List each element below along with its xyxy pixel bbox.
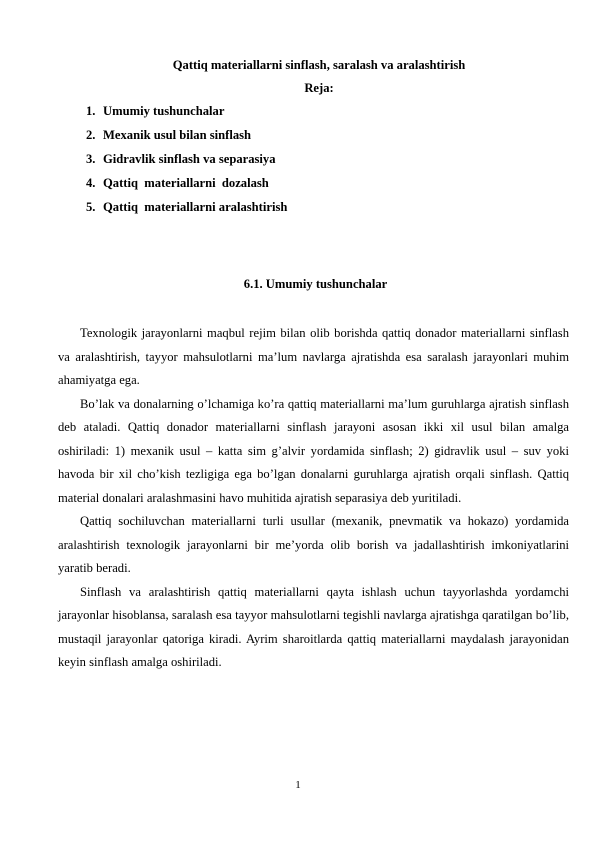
plan-item-number: 1. xyxy=(86,104,96,118)
paragraph: Texnologik jarayonlarni maqbul rejim bilan olib borishda qattiq donador materiallarni sinflash va aralashtirish, tayyor mahsulotlarni ma’lum navlarga ajratishda esa saralash jarayonlari muhim ahamiyatga ega. xyxy=(58,326,569,387)
paragraph: Bo’lak va donalarning o’lchamiga ko’ra qattiq materiallarni ma’lum guruhlarga ajratish sinflash deb ataladi. Qattiq donador materiallarni sinflash jarayoni asosan ikki xil usul bilan amalga oshiriladi: 1) mexanik usul – katta sim g’alvir yordamida sinflash; 2) gidravlik usul – suv yoki havoda bir xil cho’kish tezligiga ega bo’lgan donalarni guruhlarga ajratish orqali sinflash. Qattiq material donalari aralashmasini havo muhitida ajratish separasiya deb yuritiladi. xyxy=(58,396,569,505)
plan-item-number: 4. xyxy=(86,176,96,190)
plan-item-number: 2. xyxy=(86,128,96,142)
paragraph: Sinflash va aralashtirish qattiq materiallarni qayta ishlash uchun tayyorlashda yordamchi jarayonlar hisoblansa, saralash esa tayyor mahsulotlarni tegishli navlarga ajratishga qaratilgan bo’lib, mustaqil jarayonlar qatoriga kiradi. Ayrim sharoitlarda qattiq materiallarni maydalash jarayonidan keyin sinflash amalga oshiriladi. xyxy=(58,584,569,669)
page-number: 1 xyxy=(295,779,301,791)
body-text xyxy=(58,322,569,675)
plan-item xyxy=(86,175,287,191)
plan-item-text: Qattiq materiallarni dozalash xyxy=(103,176,269,190)
plan-list xyxy=(86,103,287,223)
plan-item-text: Gidravlik sinflash va separasiya xyxy=(103,152,276,166)
document-title: Qattiq materiallarni sinflash, saralash va aralashtirish xyxy=(172,58,466,72)
plan-item-text: Mexanik usul bilan sinflash xyxy=(103,128,252,142)
plan-item-text: Umumiy tushunchalar xyxy=(103,104,225,118)
plan-item xyxy=(86,127,287,143)
plan-item-number: 3. xyxy=(86,152,96,166)
plan-item xyxy=(86,103,287,119)
plan-item-text: Qattiq materiallarni aralashtirish xyxy=(103,200,288,214)
plan-item xyxy=(86,151,287,167)
section-heading: 6.1. Umumiy tushunchalar xyxy=(243,277,388,291)
plan-item-number: 5. xyxy=(86,200,96,214)
plan-item xyxy=(86,199,287,215)
plan-heading: Reja: xyxy=(304,81,334,95)
paragraph: Qattiq sochiluvchan materiallarni turli usullar (mexanik, pnevmatik va hokazo) yordamida aralashtirish texnologik jarayonlarni bir me’yorda olib borish va jadallashtirish imkoniyatlarini yaratib beradi. xyxy=(58,514,569,575)
